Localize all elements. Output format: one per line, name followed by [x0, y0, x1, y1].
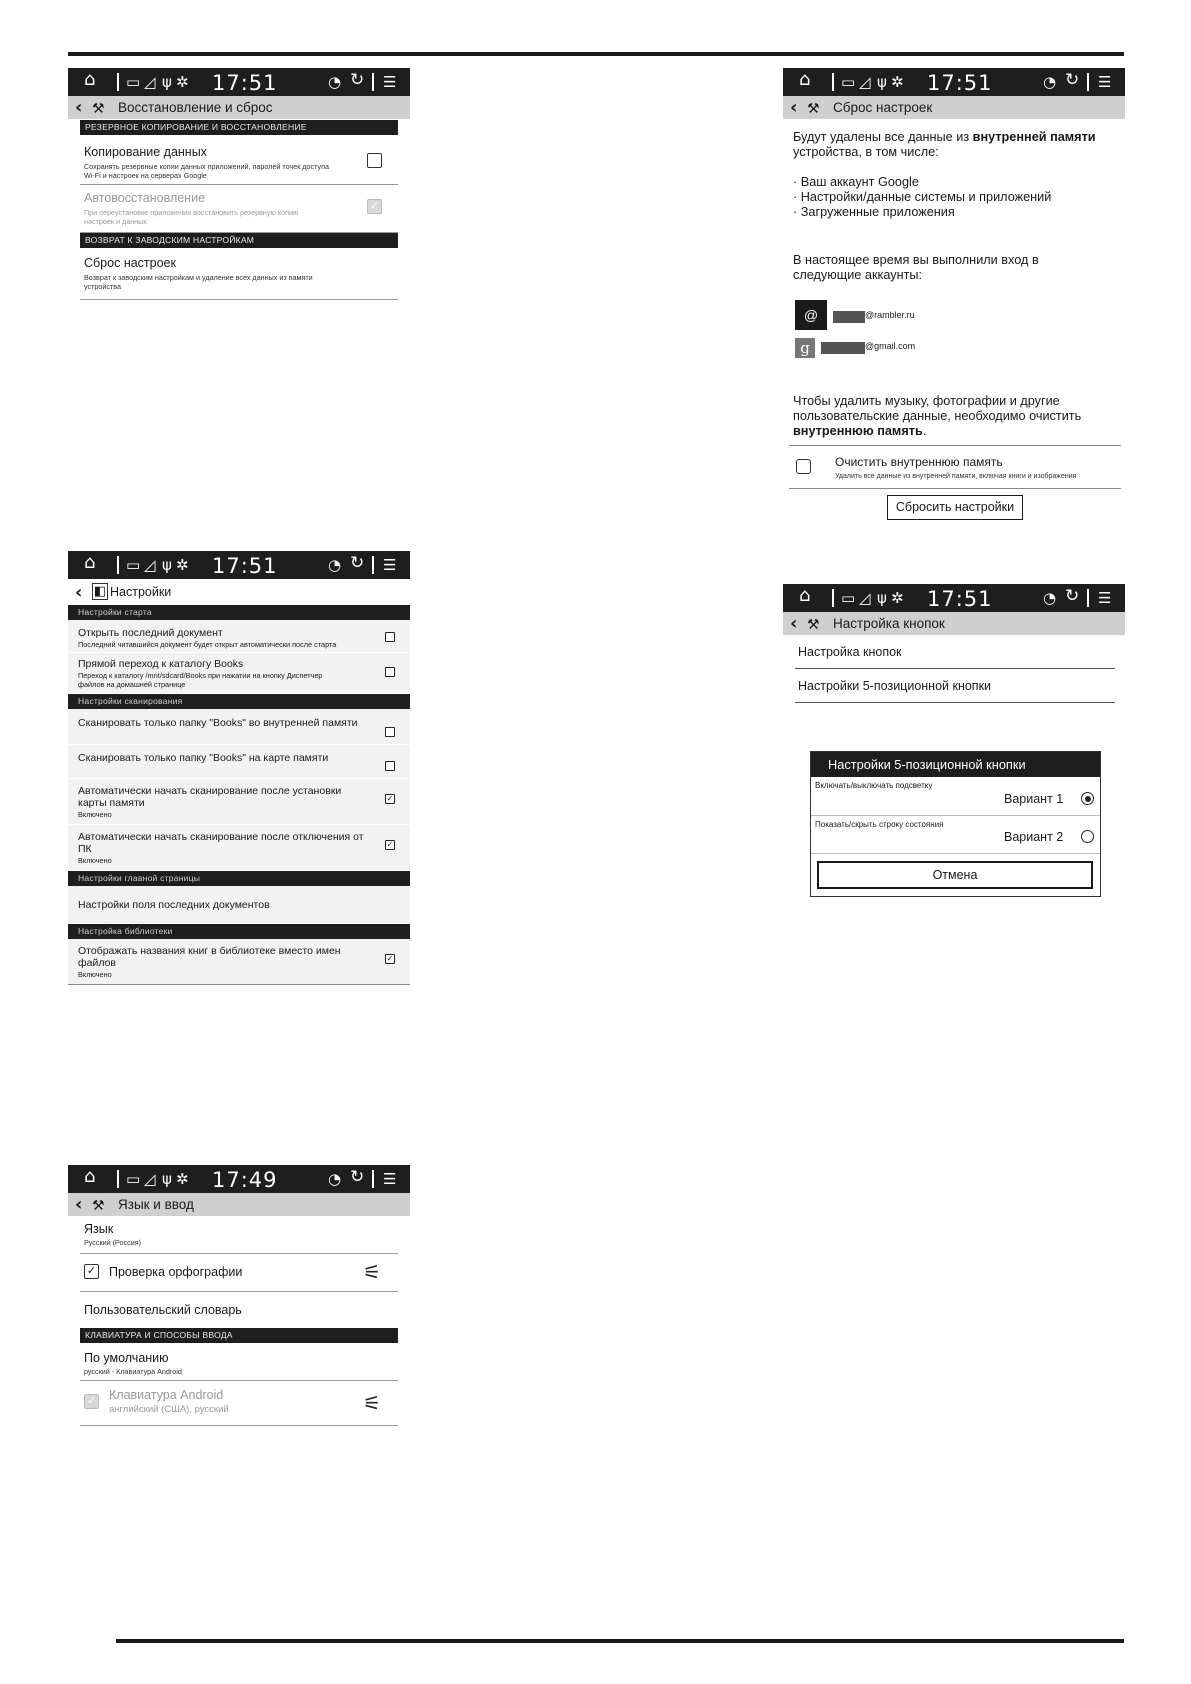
menu-icon[interactable]: ☰: [383, 556, 397, 574]
scan-internal-checkbox[interactable]: [385, 727, 395, 737]
clear-memory-subtitle: Удалить все данные из внутренней памяти, включая книги и изображения: [835, 473, 1077, 480]
status-bar: [783, 584, 1125, 612]
back-icon[interactable]: ‹: [75, 582, 83, 603]
settings-tools-icon: ⚒: [92, 1198, 105, 1214]
row-title: Сканировать только папку "Books" на карте памяти: [78, 752, 329, 764]
signal-icon: ◿: [859, 73, 871, 91]
row-title: Прямой переход к каталогу Books: [78, 658, 244, 670]
row-title: Автовосстановление: [84, 191, 206, 205]
row-title: Копирование данных: [84, 145, 207, 159]
clock-icon[interactable]: ◔: [328, 556, 342, 574]
five-way-button-item[interactable]: [795, 669, 1115, 703]
page-title: Язык и ввод: [118, 1197, 194, 1212]
settings-tools-icon: ⚒: [807, 101, 820, 117]
section-header: РЕЗЕРВНОЕ КОПИРОВАНИЕ И ВОССТАНОВЛЕНИЕ: [80, 120, 398, 135]
cancel-button[interactable]: Отмена: [817, 861, 1093, 889]
row-title-cont: ПК: [78, 843, 92, 855]
page-title: Настройки: [110, 585, 172, 599]
signal-icon: ◿: [859, 589, 871, 607]
android-icon: ✲: [176, 556, 189, 574]
android-icon: ✲: [176, 73, 189, 91]
android-icon: ✲: [891, 589, 904, 607]
dialog-title: Настройки 5-позиционной кнопки: [811, 752, 1100, 777]
clear-memory-checkbox[interactable]: [796, 459, 811, 474]
row-subtitle: Переход к каталогу /mnt/sdcard/Books при нажатии на кнопку Диспетчер: [78, 671, 323, 680]
clock-time: 17:49: [212, 1168, 278, 1192]
section-header: Настройки главной страницы: [68, 871, 410, 886]
option-1-radio[interactable]: [1081, 792, 1094, 805]
accounts-intro: В настоящее время вы выполнили вход в: [793, 253, 1039, 267]
action-bar: [68, 1193, 410, 1216]
row-title: Автоматически начать сканирование после установки: [78, 785, 342, 797]
status-bar: [783, 68, 1125, 96]
home-icon[interactable]: ⌂: [799, 585, 811, 606]
row-title: Настройки поля последних документов: [78, 899, 270, 911]
sync-icon[interactable]: ↻: [1065, 586, 1080, 606]
reader-app-icon: ◧: [93, 584, 107, 599]
backup-reset-screen: [68, 68, 410, 304]
auto-restore-checkbox: ✓: [367, 199, 382, 214]
books-shortcut-checkbox[interactable]: [385, 667, 395, 677]
account-email: @rambler.ru: [865, 310, 915, 320]
status-bar: [68, 1165, 410, 1193]
menu-icon[interactable]: ☰: [1098, 73, 1112, 91]
section-header: Настройки сканирования: [68, 694, 410, 709]
action-bar: [68, 579, 410, 605]
section-header: Настройки старта: [68, 605, 410, 620]
row-subtitle: Включено: [78, 970, 112, 979]
warning-text-cont: устройства, в том числе:: [793, 145, 939, 159]
sd-card-icon: ▭: [126, 73, 141, 91]
back-icon[interactable]: ‹: [790, 613, 798, 634]
row-subtitle: Последний читавшийся документ будет открыт автоматически после старта: [78, 640, 337, 649]
settings-tools-icon: ⚒: [92, 101, 105, 117]
buttons-settings-screen: [783, 584, 1125, 704]
clear-memory-title[interactable]: Очистить внутреннюю память: [835, 455, 1003, 469]
usb-icon: ψ: [162, 73, 172, 91]
button-setup-item[interactable]: [795, 635, 1115, 669]
android-icon: ✲: [176, 1170, 189, 1188]
reset-settings-button[interactable]: Сбросить настройки: [887, 495, 1023, 520]
row-title-cont: карты памяти: [78, 797, 145, 809]
divider: [372, 556, 374, 574]
menu-icon[interactable]: ☰: [1098, 589, 1112, 607]
bullet-item: · Ваш аккаунт Google: [793, 175, 919, 189]
row-title: Сброс настроек: [84, 256, 176, 270]
bullet-item: · Настройки/данные системы и приложений: [793, 190, 1052, 204]
sliders-icon[interactable]: ⚟: [363, 1391, 381, 1415]
row-title-cont: файлов: [78, 957, 117, 969]
sliders-icon[interactable]: ⚟: [363, 1260, 381, 1284]
sync-icon[interactable]: ↻: [1065, 70, 1080, 90]
auto-scan-pc-checkbox[interactable]: ✓: [386, 840, 394, 849]
page-title: Сброс настроек: [833, 100, 933, 115]
back-icon[interactable]: ‹: [75, 1194, 83, 1215]
item-label: Настройка кнопок: [798, 645, 902, 659]
android-icon: ✲: [891, 73, 904, 91]
auto-restore-row: [80, 185, 398, 233]
open-last-doc-row[interactable]: [68, 620, 410, 653]
option-value: Вариант 2: [1004, 830, 1064, 844]
usb-icon: ψ: [162, 1170, 172, 1188]
usb-icon: ψ: [162, 556, 172, 574]
sync-icon[interactable]: ↻: [350, 553, 365, 573]
redacted-username: [821, 342, 865, 354]
row-title: Проверка орфографии: [109, 1265, 243, 1279]
divider: [117, 73, 119, 91]
settings-tools-icon: ⚒: [807, 617, 820, 633]
row-title: Автоматически начать сканирование после отключения от: [78, 831, 364, 843]
usb-icon: ψ: [877, 73, 887, 91]
row-title: Отображать названия книг в библиотеке вместо имен: [78, 945, 341, 957]
clock-icon[interactable]: ◔: [328, 73, 342, 91]
erase-note-end: внутреннюю память.: [793, 424, 927, 438]
home-icon[interactable]: ⌂: [84, 69, 96, 90]
home-icon[interactable]: ⌂: [84, 1166, 96, 1187]
erase-note-cont: пользовательские данные, необходимо очистить: [793, 409, 1082, 423]
action-bar: [783, 96, 1125, 119]
status-bar: [68, 68, 410, 96]
sd-card-icon: ▭: [126, 1170, 141, 1188]
clock-time: 17:51: [927, 71, 993, 95]
show-book-titles-checkbox[interactable]: ✓: [386, 954, 394, 963]
android-keyboard-row[interactable]: [80, 1381, 398, 1426]
section-header: Настройка библиотеки: [68, 924, 410, 939]
copy-data-row[interactable]: [80, 135, 398, 185]
android-keyboard-checkbox: ✓: [84, 1394, 99, 1409]
row-subtitle: Русский (Россия): [84, 1238, 142, 1247]
page-title: Настройка кнопок: [833, 616, 945, 631]
row-title: Язык: [84, 1222, 114, 1236]
five-way-dialog: [810, 751, 1101, 897]
sd-card-icon: ▭: [841, 589, 856, 607]
row-title: Клавиатура Android: [109, 1388, 224, 1402]
sync-icon[interactable]: ↻: [350, 70, 365, 90]
copy-data-checkbox[interactable]: [367, 153, 382, 168]
erase-note: Чтобы удалить музыку, фотографии и другие: [793, 394, 1060, 408]
auto-scan-pc-row[interactable]: [68, 825, 410, 871]
row-subtitle: английский (США), русский: [109, 1404, 229, 1415]
divider: [832, 589, 834, 607]
row-subtitle: Сохранять резервные копии данных приложений, паролей точек доступа Wi-Fi и настроек на серверах Google: [84, 162, 330, 180]
section-header: ВОЗВРАТ К ЗАВОДСКИМ НАСТРОЙКАМ: [80, 233, 398, 248]
factory-reset-screen: [783, 68, 1125, 528]
recent-docs-field-row[interactable]: [68, 886, 410, 924]
signal-icon: ◿: [144, 1170, 156, 1188]
divider: [789, 488, 1121, 489]
row-title: Открыть последний документ: [78, 627, 223, 639]
account-email: @gmail.com: [865, 341, 916, 351]
divider: [372, 1170, 374, 1188]
option-2-radio[interactable]: [1081, 830, 1094, 843]
reader-settings-screen: [68, 551, 410, 1005]
sync-icon[interactable]: ↻: [350, 1167, 365, 1187]
scan-internal-row[interactable]: [68, 709, 410, 745]
default-keyboard-row[interactable]: [80, 1343, 398, 1381]
row-subtitle: Включено: [78, 810, 112, 819]
divider: [1087, 589, 1089, 607]
option-1-row[interactable]: [811, 777, 1100, 816]
option-label: Включать/выключать подсветку: [815, 781, 933, 790]
row-title: По умолчанию: [84, 1351, 169, 1365]
clock-time: 17:51: [212, 71, 278, 95]
back-icon[interactable]: ‹: [790, 97, 798, 118]
bottom-rule: [116, 1639, 1124, 1643]
spellcheck-row[interactable]: [80, 1254, 398, 1292]
show-book-titles-row[interactable]: [68, 939, 410, 985]
status-bar: [68, 551, 410, 579]
open-last-doc-checkbox[interactable]: [385, 632, 395, 642]
divider: [832, 73, 834, 91]
redacted-username: [833, 311, 865, 323]
item-label: Настройки 5-позиционной кнопки: [798, 679, 992, 693]
divider: [117, 556, 119, 574]
row-subtitle: Возврат к заводским настройкам и удаление всех данных из памяти устройства: [84, 273, 313, 291]
clock-icon[interactable]: ◔: [1043, 589, 1057, 607]
divider: [789, 445, 1121, 446]
clock-icon[interactable]: ◔: [1043, 73, 1057, 91]
auto-scan-card-row[interactable]: [68, 779, 410, 825]
row-subtitle: файлов на домашней странице: [78, 680, 186, 689]
action-bar: [68, 96, 410, 119]
accounts-intro-cont: следующие аккаунты:: [793, 268, 923, 282]
auto-scan-card-checkbox[interactable]: ✓: [386, 794, 394, 803]
scan-card-checkbox[interactable]: [385, 761, 395, 771]
section-header: КЛАВИАТУРА И СПОСОБЫ ВВОДА: [80, 1328, 398, 1343]
divider: [117, 1170, 119, 1188]
action-bar: [783, 612, 1125, 635]
page-title: Восстановление и сброс: [118, 100, 273, 115]
row-title: Пользовательский словарь: [84, 1303, 242, 1317]
factory-reset-row[interactable]: [80, 248, 398, 300]
row-subtitle: Включено: [78, 856, 112, 865]
home-icon[interactable]: ⌂: [799, 69, 811, 90]
row-title: Сканировать только папку "Books" во внутренней памяти: [78, 717, 358, 729]
clock-time: 17:51: [927, 587, 993, 611]
top-rule: [68, 52, 1124, 56]
home-icon[interactable]: ⌂: [84, 552, 96, 573]
language-input-screen: [68, 1165, 410, 1435]
back-icon[interactable]: ‹: [75, 97, 83, 118]
row-subtitle: русский - Клавиатура Android: [84, 1367, 182, 1376]
bullet-item: · Загруженные приложения: [793, 205, 955, 219]
spellcheck-checkbox[interactable]: ✓: [84, 1264, 99, 1279]
books-shortcut-row[interactable]: [68, 653, 410, 694]
clock-icon[interactable]: ◔: [328, 1170, 342, 1188]
menu-icon[interactable]: ☰: [383, 1170, 397, 1188]
warning-text: Будут удалены все данные из внутренней памяти: [793, 130, 1096, 144]
mail-icon: @: [795, 300, 827, 330]
signal-icon: ◿: [144, 556, 156, 574]
sd-card-icon: ▭: [126, 556, 141, 574]
clock-time: 17:51: [212, 554, 278, 578]
user-dictionary-row[interactable]: [80, 1292, 398, 1328]
sd-card-icon: ▭: [841, 73, 856, 91]
scan-card-row[interactable]: [68, 745, 410, 779]
divider: [1087, 73, 1089, 91]
divider: [372, 73, 374, 91]
signal-icon: ◿: [144, 73, 156, 91]
usb-icon: ψ: [877, 589, 887, 607]
google-icon: g: [795, 338, 815, 358]
language-row[interactable]: [80, 1216, 398, 1254]
row-subtitle: При переустановке приложения восстановить резервную копию настроек и данных: [84, 208, 299, 226]
option-2-row[interactable]: [811, 816, 1100, 854]
menu-icon[interactable]: ☰: [383, 73, 397, 91]
option-label: Показать/скрыть строку состояния: [815, 820, 944, 829]
option-value: Вариант 1: [1004, 792, 1064, 806]
